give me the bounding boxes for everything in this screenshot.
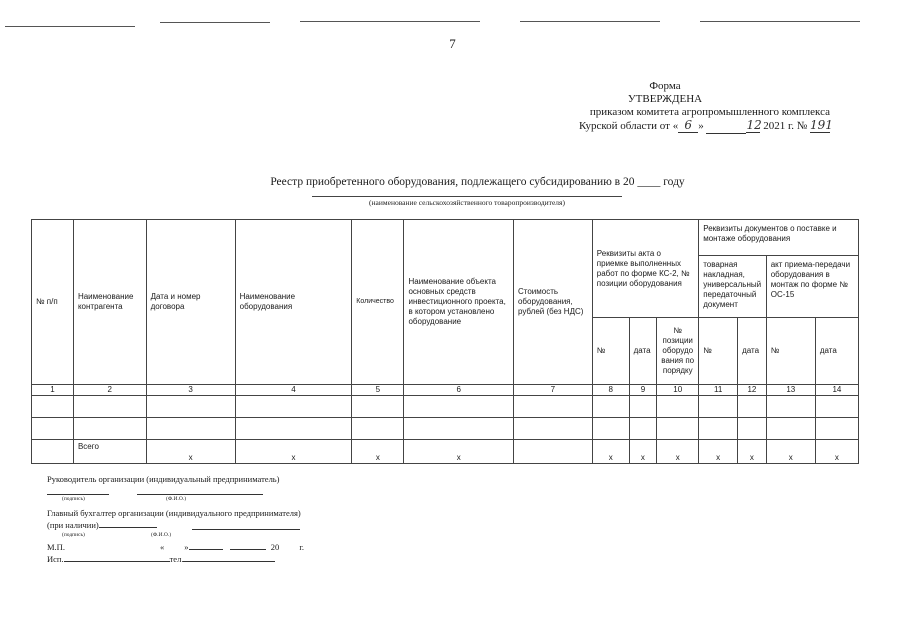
approval-form-label: Форма: [649, 80, 681, 92]
head-fio-caption: (Ф.И.О.): [166, 496, 187, 502]
column-number: 8: [592, 385, 629, 396]
date-line: « » 20 г.: [160, 542, 305, 552]
column-number: 12: [738, 385, 767, 396]
register-table: [31, 219, 859, 464]
top-rule: [5, 26, 135, 27]
total-mark: х: [657, 440, 699, 464]
column-number: 10: [657, 385, 699, 396]
accountant-sig-caption: (подпись): [62, 532, 85, 538]
total-mark: х: [235, 440, 352, 464]
total-row: [32, 440, 859, 464]
accountant-if-any: (при наличии): [47, 520, 157, 530]
column-number: 7: [513, 385, 592, 396]
column-number: 6: [404, 385, 514, 396]
column-number: 2: [73, 385, 146, 396]
column-number: 3: [146, 385, 235, 396]
header-os15: акт приема-передачи оборудования в монтаж по форме № ОС-15: [766, 256, 858, 318]
accountant-signature-line: [99, 527, 157, 528]
column-number: 1: [32, 385, 74, 396]
top-rule: [300, 21, 480, 22]
header-invoice-date: дата: [738, 318, 767, 385]
header-delivery-group: Реквизиты документов о поставке и монтаже оборудования: [699, 220, 859, 256]
page-number: 7: [449, 36, 456, 51]
approval-approved-label: УТВЕРЖДЕНА: [627, 93, 703, 105]
table-row: [32, 418, 859, 440]
total-mark: х: [766, 440, 815, 464]
header-os15-date: дата: [815, 318, 858, 385]
header-qty: Количество: [352, 220, 404, 385]
table-row: [32, 396, 859, 418]
header-row: [32, 220, 859, 256]
head-sig-caption: (подпись): [62, 496, 85, 502]
header-num: № п/п: [32, 220, 74, 385]
header-position: № позиции оборудо вания по порядку: [657, 318, 699, 385]
header-equipment: Наименование оборудования: [235, 220, 352, 385]
total-mark: х: [146, 440, 235, 464]
head-signature-label: Руководитель организации (индивидуальный предприниматель): [47, 474, 280, 484]
approval-number: 191: [810, 118, 833, 132]
column-number: 9: [629, 385, 657, 396]
stamp-label: М.П.: [47, 542, 65, 552]
register-title: Реестр приобретенного оборудования, подлежащего субсидированию в 20 ____ году: [270, 176, 685, 188]
total-mark: х: [699, 440, 738, 464]
approval-date-line: Курской области от « 6 » 12 2021 г. № 191: [578, 118, 833, 132]
header-invoice: товарная накладная, универсальный передаточный документ: [699, 256, 767, 318]
accountant-fio-line: [192, 529, 300, 530]
org-name-caption: (наименование сельскохозяйственного товаропроизводителя): [312, 196, 622, 207]
approval-block: [500, 80, 833, 134]
approval-order-line: приказом комитета агропромышленного комплекса: [589, 106, 830, 118]
head-signature-line: [47, 494, 109, 495]
total-mark: х: [592, 440, 629, 464]
executor-line: Исп. тел.: [47, 554, 275, 564]
header-invoice-no: №: [699, 318, 738, 385]
column-number: 4: [235, 385, 352, 396]
top-rule: [160, 22, 270, 23]
total-label: Всего: [73, 440, 146, 464]
approval-day: 6: [678, 119, 698, 133]
total-mark: х: [629, 440, 657, 464]
approval-month: 12: [746, 118, 762, 132]
header-ks2-group: Реквизиты акта о приемке выполненных работ по форме КС-2, № позиции оборудования: [592, 220, 698, 318]
header-cost: Стоимость оборудования, рублей (без НДС): [513, 220, 592, 385]
column-number: 5: [352, 385, 404, 396]
accountant-fio-caption: (Ф.И.О.): [151, 532, 172, 538]
head-fio-line: [137, 494, 263, 495]
column-number-row: [32, 385, 859, 396]
total-mark: х: [352, 440, 404, 464]
top-rule: [520, 21, 660, 22]
header-object: Наименование объекта основных средств инвестиционного проекта, в котором установлено оборудование: [404, 220, 514, 385]
header-os15-no: №: [766, 318, 815, 385]
total-mark: х: [404, 440, 514, 464]
accountant-label: Главный бухгалтер организации (индивидуального предпринимателя): [47, 508, 301, 518]
column-number: 14: [815, 385, 858, 396]
header-contract: Дата и номер договора: [146, 220, 235, 385]
header-contractor: Наименование контрагента: [73, 220, 146, 385]
total-mark: х: [738, 440, 767, 464]
column-number: 11: [699, 385, 738, 396]
top-rule: [700, 21, 860, 22]
total-mark: х: [815, 440, 858, 464]
header-ks2-date: дата: [629, 318, 657, 385]
column-number: 13: [766, 385, 815, 396]
header-ks2-no: №: [592, 318, 629, 385]
